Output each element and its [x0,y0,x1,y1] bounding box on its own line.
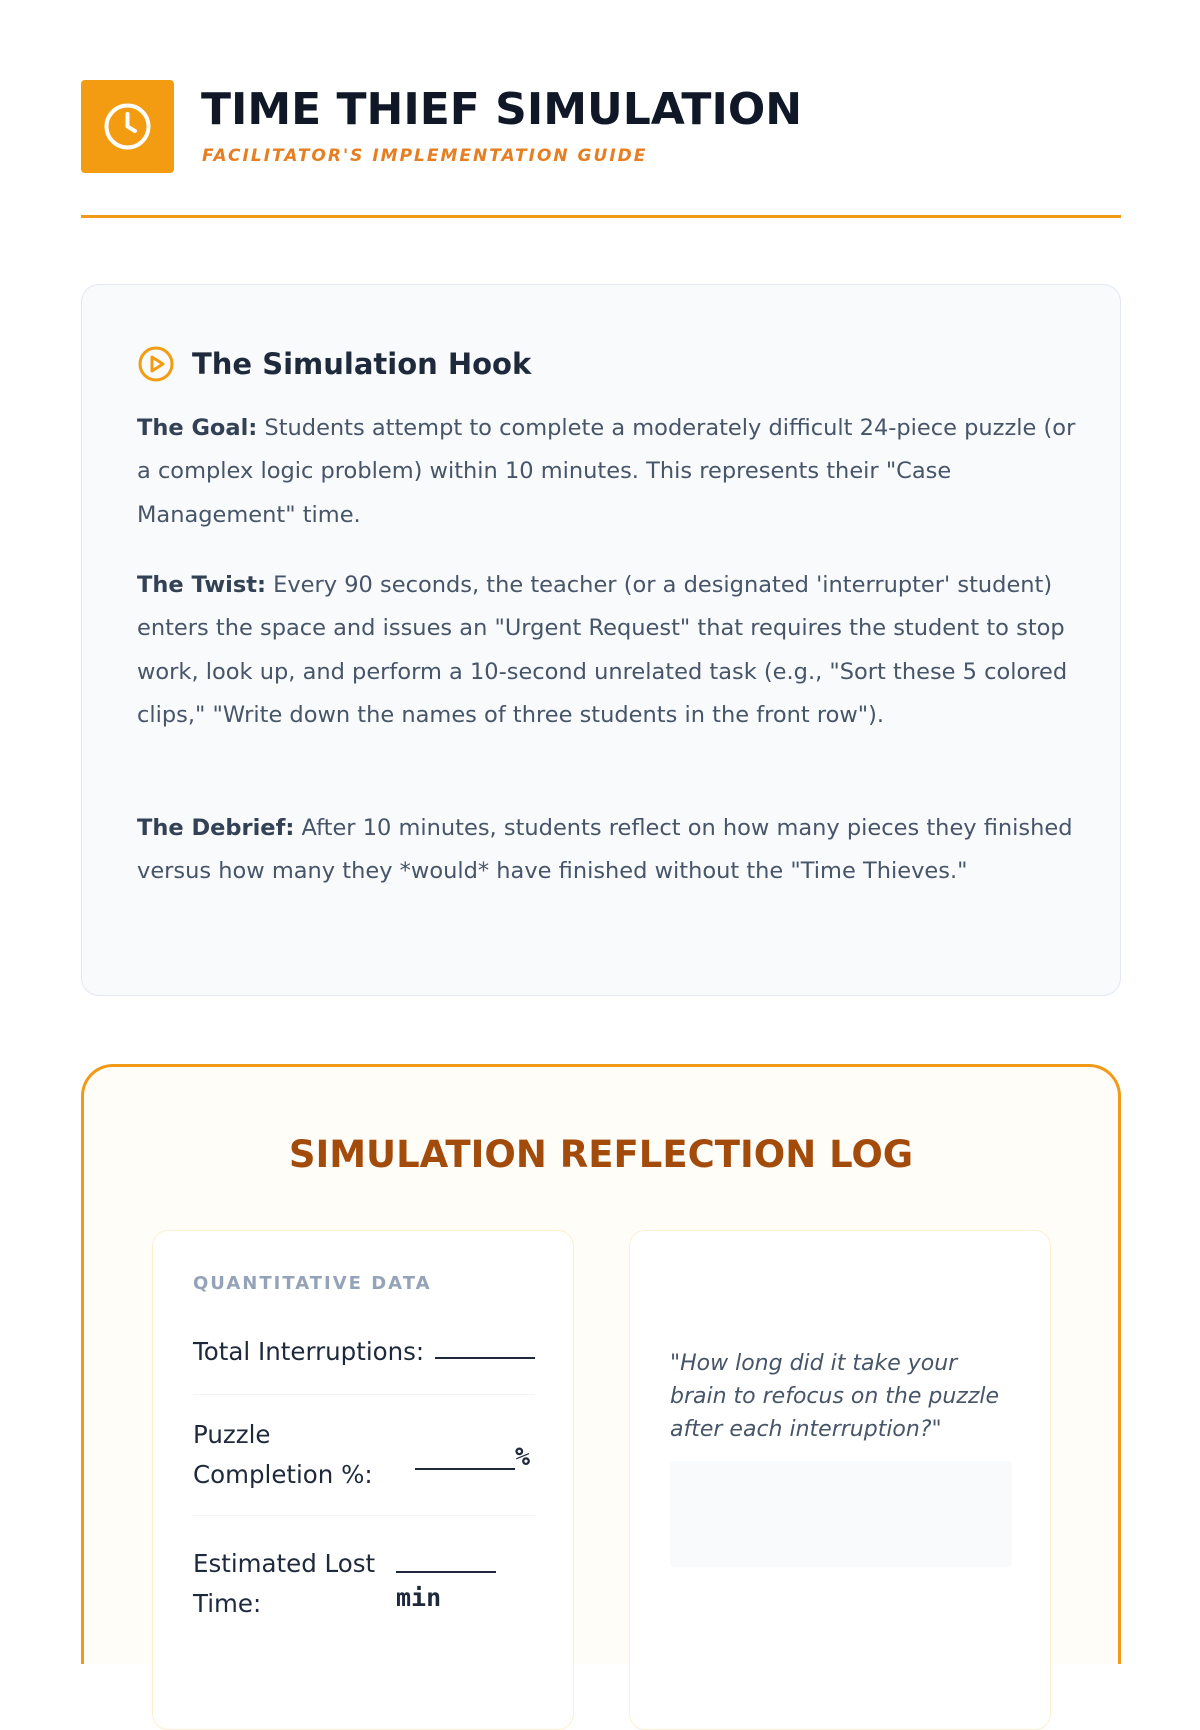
debrief-text: After 10 minutes, students reflect on how many pieces they finished versus how many they *would* have finished without the "Time Thieves." [137,815,1073,885]
debrief-label: The Debrief: [137,815,295,841]
twist-text: Every 90 seconds, the teacher (or a designated 'interrupter' student) enters the space and issues an "Urgent Request" that requires the student to stop work, look up, and perform a 10-second unrelated task (e.g., "Sort these 5 colored clips," "Write down the names of three students in the front row"). [137,572,1068,729]
goal-paragraph [137,407,1077,537]
completion-unit: % [515,1442,531,1471]
page-title: TIME THIEF SIMULATION [201,84,803,135]
clock-icon [102,101,153,152]
completion-label: Puzzle Completion %: [193,1420,373,1489]
qualitative-card [629,1230,1051,1730]
lost-time-row [193,1544,393,1624]
goal-text: Students attempt to complete a moderately difficult 24-piece puzzle (or a complex logic problem) within 10 minutes. This represents their "Case Management" time. [137,415,1076,528]
lost-time-label: Estimated Lost Time: [193,1549,376,1618]
interruptions-row [193,1332,535,1372]
document-header [81,80,1121,218]
completion-blank[interactable] [415,1468,515,1470]
quantitative-label: QUANTITATIVE DATA [193,1273,432,1294]
twist-label: The Twist: [137,572,266,598]
divider [193,1515,535,1516]
goal-label: The Goal: [137,415,258,441]
reflection-prompt: "How long did it take your brain to refocus on the puzzle after each interruption?" [670,1351,1000,1442]
reflection-log [81,1064,1121,1664]
interruptions-blank[interactable] [435,1357,535,1359]
debrief-paragraph [137,807,1077,894]
interruptions-label: Total Interruptions: [193,1337,425,1366]
quantitative-card [152,1230,574,1730]
hook-title: The Simulation Hook [192,347,532,381]
play-circle-icon [137,345,175,383]
simulation-hook-card [81,284,1121,996]
lost-time-blank[interactable] [396,1571,496,1573]
hook-heading [137,344,531,384]
completion-row [193,1415,393,1495]
page-subtitle: FACILITATOR'S IMPLEMENTATION GUIDE [202,146,648,166]
reflection-answer-box[interactable] [670,1461,1012,1567]
twist-paragraph [137,564,1077,738]
lost-time-unit: min [396,1583,442,1612]
divider [193,1394,535,1395]
log-title: SIMULATION REFLECTION LOG [288,1133,914,1176]
logo [81,80,174,173]
